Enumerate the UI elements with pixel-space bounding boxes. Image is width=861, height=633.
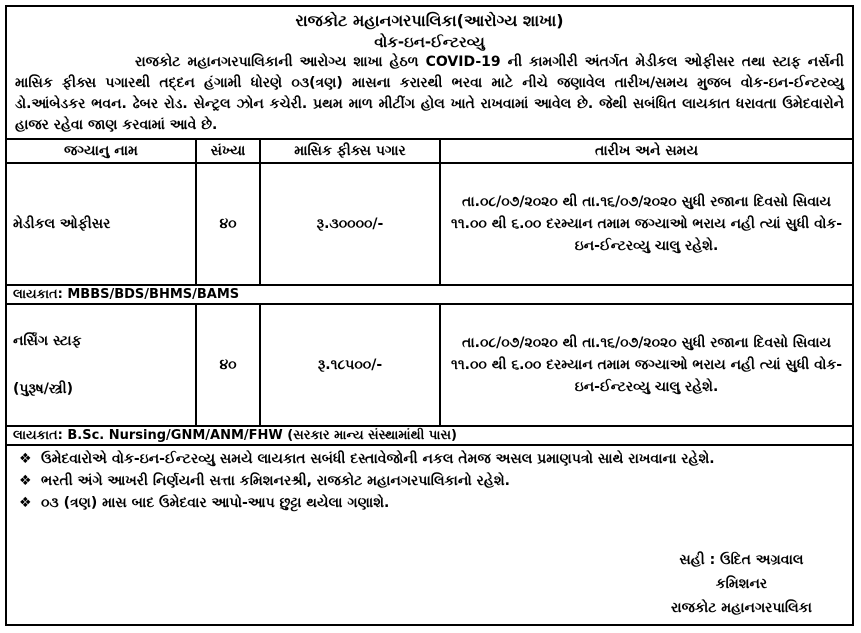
notes-list [7,446,852,514]
intro-paragraph [7,52,852,138]
intro-text: રાજકોટ મહાનગરપાલિકાની આરોગ્ય શાખા હેઠળ COVID-19 ની કામગીરી અંતર્ગત મેડીકલ ઓફીસર તથા સ્ટાફ નર્સની માસિક ફીક્સ પગારથી તદ્દન હંગામી ધોરણે ૦૩(ત્રણ) માસના કરારથી ભરવા માટે નીચે જણાવેલ તારીખ/સમય મુજબ વોક-ઇન-ઈન્ટરવ્યુ ડો.આંબેડકર ભવન. ઢેબર રોડ. સેન્ટ્રલ ઝોન કચેરી. પ્રથમ માળ મીટીંગ હોલ ખાતે રાખવામાં આવેલ છે. જેથી સબંધિત લાયકાત ધરાવતા ઉમેદવારોને હાજર રહેવા જાણ કરવામાં આવે છે. [15,54,844,133]
note-text: ભરતી અંગે આખરી નિર્ણયની સત્તા કમિશનરશ્રી, રાજકોટ મહાનગરપાલિકાનો રહેશે. [41,473,510,489]
vacancy-table [7,138,852,446]
signature-designation: કમિશનર [715,576,768,592]
post-salary: રૂ.૧૮૫૦૦/- [260,304,440,426]
header-count: સંખ્યા [196,139,260,163]
header-schedule: તારીખ અને સમય [440,139,852,163]
list-item [19,470,842,492]
note-text: ૦૩ (ત્રણ) માસ બાદ ઉમેદવાર આપો-આપ છુટ્ટા થયેલા ગણાશે. [41,495,390,511]
signature-block [671,548,812,620]
notice-title: રાજકોટ મહાનગરપાલિકા(આરોગ્ય શાખા) [295,11,564,30]
post-name: મેડીકલ ઓફીસર [7,163,196,285]
post-name: નર્સિંગ સ્ટાફ (પુરૂષ/સ્ત્રી) [7,304,196,426]
table-row [7,304,852,426]
diamond-bullet-icon: ❖ [19,495,32,511]
signature-organization: રાજકોટ મહાનગરપાલિકા [670,600,812,616]
post-schedule: તા.૦૮/૦૭/૨૦૨૦ થી તા.૧૬/૦૭/૨૦૨૦ સુધી રજાના દિવસો સિવાય ૧૧.૦૦ થી ૬.૦૦ દરમ્યાન તમામ જગ્યાઓ ભરાય નહી ત્યાં સુધી વોક-ઇન-ઈન્ટરવ્યુ ચાલુ રહેશે. [440,163,852,285]
qualification-text: લાયકાત: MBBS/BDS/BHMS/BAMS [7,285,852,304]
qualification-row [7,285,852,304]
header-post: જગ્યાનુ નામ [7,139,196,163]
qualification-row [7,426,852,445]
qualification-text: લાયકાત: B.Sc. Nursing/GNM/ANM/FHW (સરકાર માન્ય સંસ્થામાંથી પાસ) [7,426,852,445]
post-count: ૪૦ [196,304,260,426]
note-text: ઉમેદવારોએ વોક-ઇન-ઈન્ટરવ્યુ સમયે લાયકાત સબંધી દસ્તાવેજોની નકલ તેમજ અસલ પ્રમાણપત્રો સાથે રાખવાના રહેશે. [41,451,715,467]
header-salary: માસિક ફીક્સ પગાર [260,139,440,163]
table-header-row [7,139,852,163]
diamond-bullet-icon: ❖ [19,473,32,489]
notice-header [7,7,852,52]
diamond-bullet-icon: ❖ [19,451,32,467]
list-item [19,448,842,470]
post-salary: રૂ.૩૦૦૦૦/- [260,163,440,285]
post-schedule: તા.૦૮/૦૭/૨૦૨૦ થી તા.૧૬/૦૭/૨૦૨૦ સુધી રજાના દિવસો સિવાય ૧૧.૦૦ થી ૬.૦૦ દરમ્યાન તમામ જગ્યાઓ ભરાય નહી ત્યાં સુધી વોક-ઇન-ઈન્ટરવ્યુ ચાલુ રહેશે. [440,304,852,426]
post-count: ૪૦ [196,163,260,285]
signature-name: સહી : ઉદિત અગ્રવાલ [679,552,804,568]
list-item [19,492,842,514]
notice-document [5,5,854,626]
notice-subtitle: વોક-ઇન-ઈન્ટરવ્યુ [374,33,485,51]
table-row [7,163,852,285]
